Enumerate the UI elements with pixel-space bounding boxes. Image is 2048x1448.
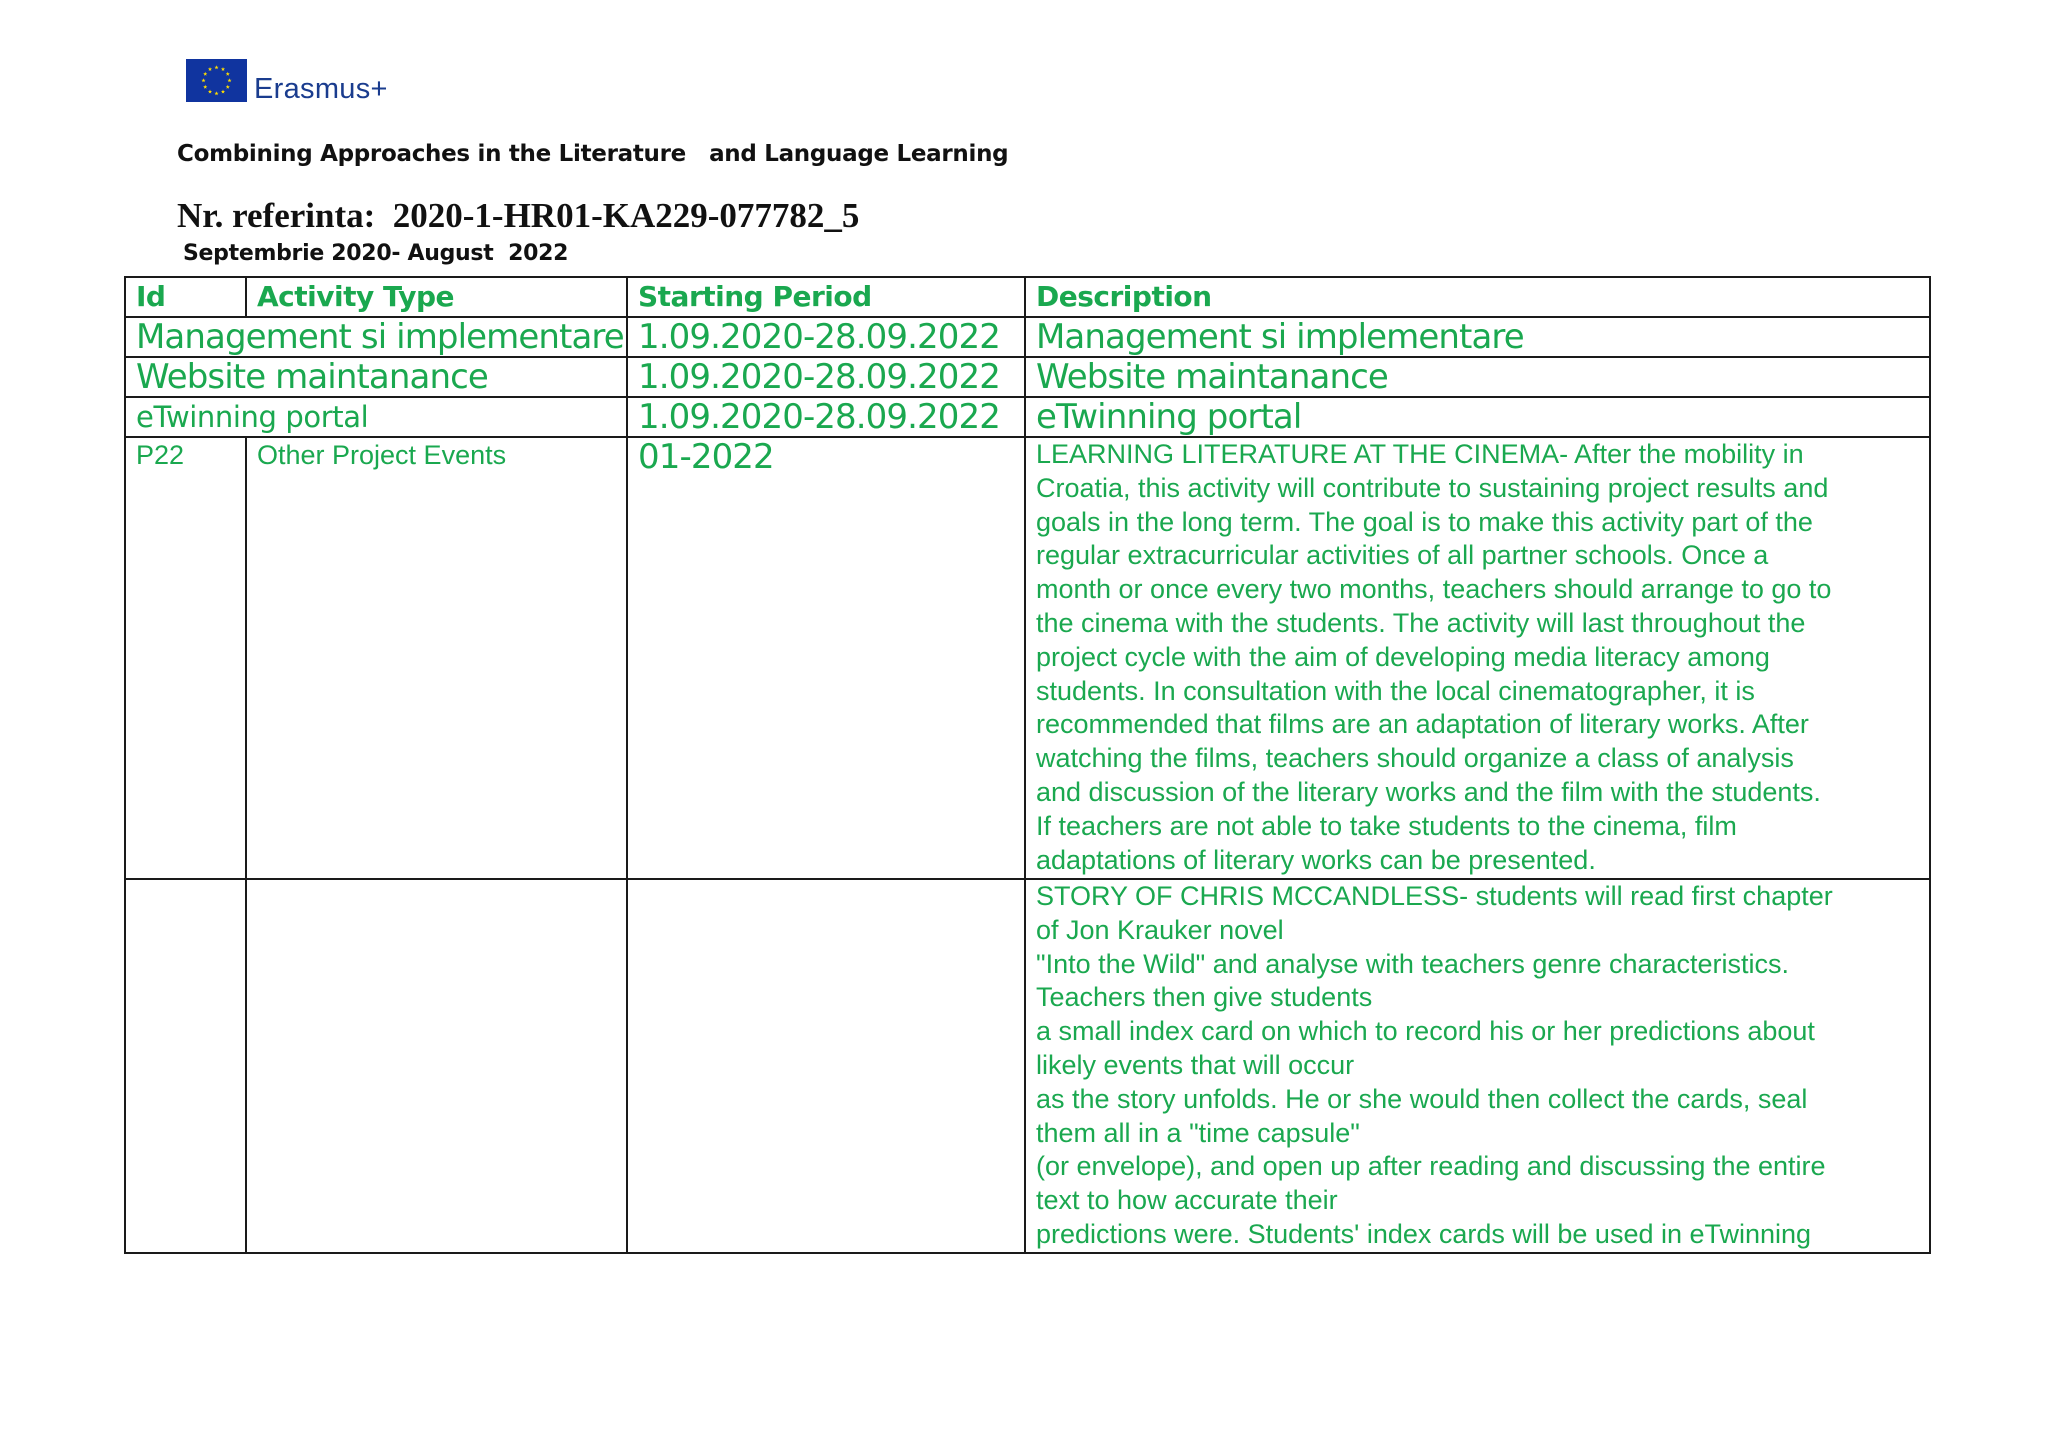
eu-star-icon xyxy=(203,84,207,88)
eu-star-icon xyxy=(208,89,212,93)
table-header-row xyxy=(125,277,1930,317)
row-id: P22 xyxy=(125,437,246,879)
row-activity: Website maintanance xyxy=(125,357,627,397)
description-line: of Jon Krauker novel xyxy=(1036,914,1284,945)
activities-table xyxy=(124,276,1931,1254)
description-line: them all in a "time capsule" xyxy=(1036,1117,1360,1148)
eu-star-icon xyxy=(221,89,225,93)
row-activity-type: Other Project Events xyxy=(246,437,627,879)
eu-star-icon xyxy=(208,67,212,71)
row-activity-type-empty xyxy=(246,879,627,1253)
description-line: and discussion of the literary works and the film with the students. xyxy=(1036,776,1821,807)
table-row xyxy=(125,397,1930,437)
table-row xyxy=(125,437,1930,879)
eu-star-icon xyxy=(226,71,230,75)
project-period: Septembrie 2020- August 2022 xyxy=(183,241,569,266)
table-row xyxy=(125,879,1930,1253)
erasmus-logo xyxy=(186,57,388,103)
row-period: 1.09.2020-28.09.2022 xyxy=(627,317,1025,357)
eu-star-icon xyxy=(201,78,205,82)
column-header-description: Description xyxy=(1025,277,1930,317)
eu-star-icon xyxy=(214,91,218,95)
description-line: recommended that films are an adaptation of literary works. After xyxy=(1036,709,1809,740)
logo-text: Erasmus+ xyxy=(254,72,388,105)
row-description xyxy=(1025,437,1930,879)
eu-flag-icon xyxy=(186,59,247,102)
description-line: Teachers then give students xyxy=(1036,982,1373,1013)
description-line: text to how accurate their xyxy=(1036,1185,1338,1216)
column-header-id: Id xyxy=(125,277,246,317)
description-line: month or once every two months, teachers should arrange to go to xyxy=(1036,574,1832,605)
description-line: watching the films, teachers should organize a class of analysis xyxy=(1036,743,1794,774)
eu-star-icon xyxy=(203,71,207,75)
row-activity: Management si implementare xyxy=(125,317,627,357)
reference-number: Nr. referinta: 2020-1-HR01-KA229-077782_5 xyxy=(177,196,860,235)
description-line: STORY OF CHRIS MCCANDLESS- students will read first chapter xyxy=(1036,881,1833,911)
description-line: as the story unfolds. He or she would then collect the cards, seal xyxy=(1036,1083,1808,1114)
eu-star-icon xyxy=(221,67,225,71)
column-header-starting-period: Starting Period xyxy=(627,277,1025,317)
description-line: a small index card on which to record his or her predictions about xyxy=(1036,1016,1815,1047)
description-line: project cycle with the aim of developing media literacy among xyxy=(1036,641,1770,672)
description-line: predictions were. Students' index cards will be used in eTwinning xyxy=(1036,1218,1812,1249)
description-line: regular extracurricular activities of all partner schools. Once a xyxy=(1036,540,1769,571)
row-period: 01-2022 xyxy=(627,437,1025,879)
row-period-empty xyxy=(627,879,1025,1253)
row-description: eTwinning portal xyxy=(1025,397,1930,437)
document-title: Combining Approaches in the Literature and Language Learning xyxy=(177,141,1009,167)
row-description: Management si implementare xyxy=(1025,317,1930,357)
row-description: Website maintanance xyxy=(1025,357,1930,397)
eu-star-icon xyxy=(226,84,230,88)
table-row xyxy=(125,317,1930,357)
row-id-empty xyxy=(125,879,246,1253)
row-period: 1.09.2020-28.09.2022 xyxy=(627,357,1025,397)
description-line: Croatia, this activity will contribute to sustaining project results and xyxy=(1036,472,1829,503)
eu-star-icon xyxy=(214,65,218,69)
row-description xyxy=(1025,879,1930,1253)
row-period: 1.09.2020-28.09.2022 xyxy=(627,397,1025,437)
eu-star-icon xyxy=(227,78,231,82)
description-line: "Into the Wild" and analyse with teachers genre characteristics. xyxy=(1036,948,1790,979)
description-line: the cinema with the students. The activity will last throughout the xyxy=(1036,607,1806,638)
description-line: students. In consultation with the local cinematographer, it is xyxy=(1036,675,1755,706)
description-line: adaptations of literary works can be presented. xyxy=(1036,844,1596,875)
description-line: likely events that will occur xyxy=(1036,1049,1355,1080)
description-line: LEARNING LITERATURE AT THE CINEMA- After the mobility in xyxy=(1036,439,1804,469)
description-line: goals in the long term. The goal is to make this activity part of the xyxy=(1036,506,1813,537)
description-line: (or envelope), and open up after reading and discussing the entire xyxy=(1036,1151,1826,1182)
table-row xyxy=(125,357,1930,397)
description-line: If teachers are not able to take students to the cinema, film xyxy=(1036,810,1737,841)
row-activity: eTwinning portal xyxy=(125,397,627,437)
column-header-activity-type: Activity Type xyxy=(246,277,627,317)
